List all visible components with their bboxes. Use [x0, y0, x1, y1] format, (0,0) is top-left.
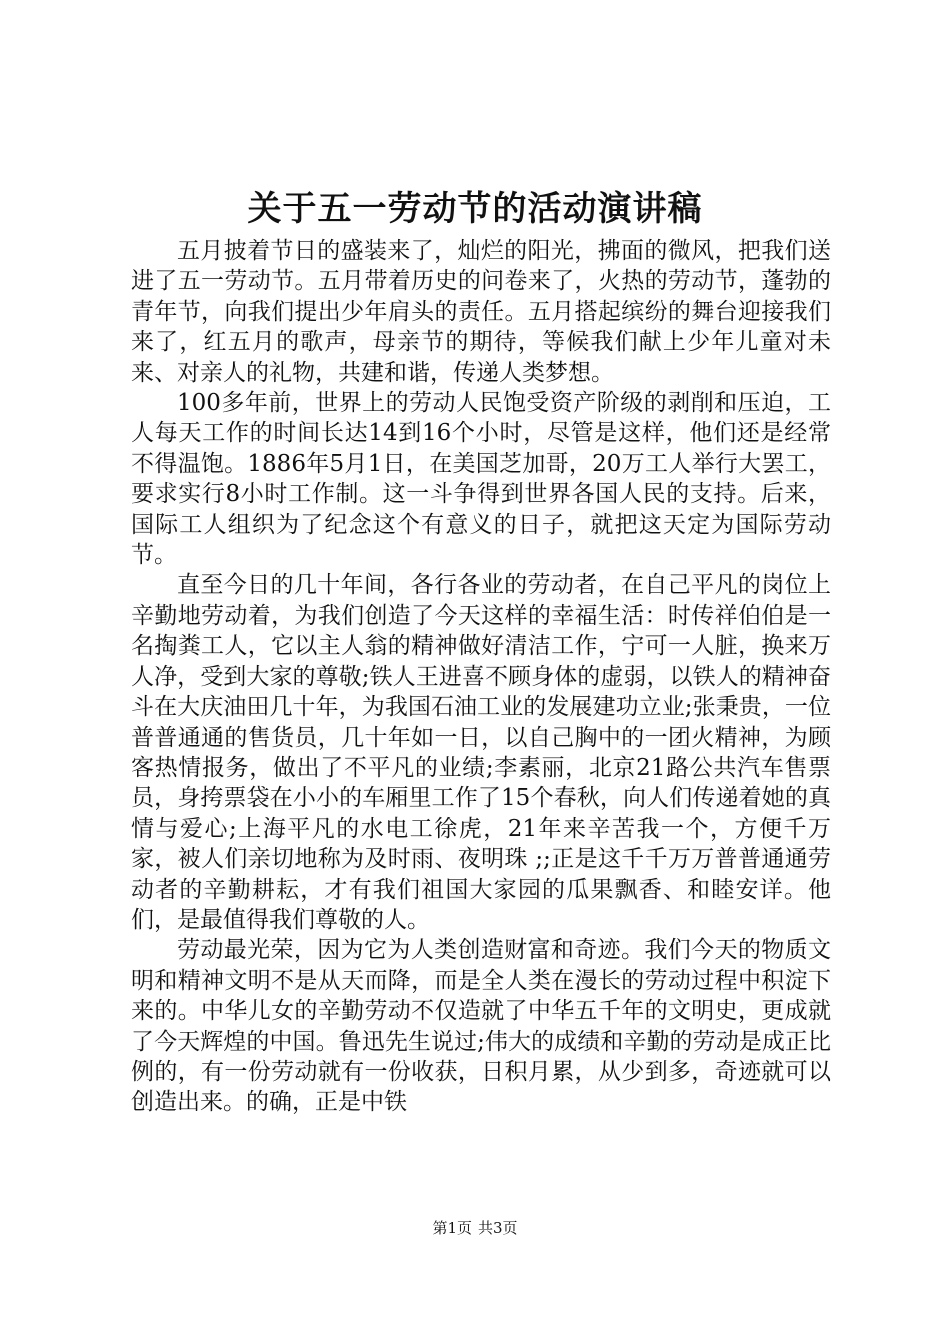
paragraph-history: 100多年前，世界上的劳动人民饱受资产阶级的剥削和压迫，工人每天工作的时间长达14到16个小时，尽管是这样，他们还是经常不得温饱。1886年5月1日，在美国芝加哥，20万工人举行大罢工，要求实行8小时工作制。这一斗争得到世界各国人民的支持。后来，国际工人组织为了纪念这个有意义的日子，就把这天定为国际劳动节。	[131, 390, 831, 569]
page-total: 共3页	[478, 1219, 518, 1237]
paragraph-labor-glory: 劳动最光荣，因为它为人类创造财富和奇迹。我们今天的物质文明和精神文明不是从天而降，而是全人类在漫长的劳动过程中积淀下来的。中华儿女的辛勤劳动不仅造就了中华五千年的文明史，更成就了今天辉煌的中国。鲁迅先生说过;伟大的成绩和辛勤的劳动是成正比例的，有一份劳动就有一份收获，日积月累，从少到多，奇迹就可以创造出来。的确，正是中铁	[131, 937, 831, 1116]
paragraph-intro: 五月披着节日的盛装来了，灿烂的阳光，拂面的微风，把我们送进了五一劳动节。五月带着历史的问卷来了，火热的劳动节，蓬勃的青年节，向我们提出少年肩头的责任。五月搭起缤纷的舞台迎接我们来了，红五月的歌声，母亲节的期待，等候我们献上少年儿童对未来、对亲人的礼物，共建和谐，传递人类梦想。	[131, 238, 831, 386]
page-footer	[0, 1218, 950, 1238]
document-title: 关于五一劳动节的活动演讲稿	[247, 189, 703, 229]
page-number: 第1页	[432, 1219, 472, 1237]
paragraph-workers: 直至今日的几十年间，各行各业的劳动者，在自己平凡的岗位上辛勤地劳动着，为我们创造了今天这样的幸福生活：时传祥伯伯是一名掏粪工人，它以主人翁的精神做好清洁工作，宁可一人脏，换来万人净，受到大家的尊敬;铁人王进喜不顾身体的虚弱，以铁人的精神奋斗在大庆油田几十年，为我国石油工业的发展建功立业;张秉贵，一位普普通通的售货员，几十年如一日，以自己胸中的一团火精神，为顾客热情报务，做出了不平凡的业绩;李素丽，北京21路公共汽车售票员，身挎票袋在小小的车厢里工作了15个春秋，向人们传递着她的真情与爱心;上海平凡的水电工徐虎，21年来辛苦我一个，方便千万家，被人们亲切地称为及时雨、夜明珠 ;;正是这千千万万普普通通劳动者的辛勤耕耘，才有我们祖国大家园的瓜果飘香、和睦安详。他们，是最值得我们尊敬的人。	[131, 572, 831, 933]
document-body	[131, 236, 831, 1118]
